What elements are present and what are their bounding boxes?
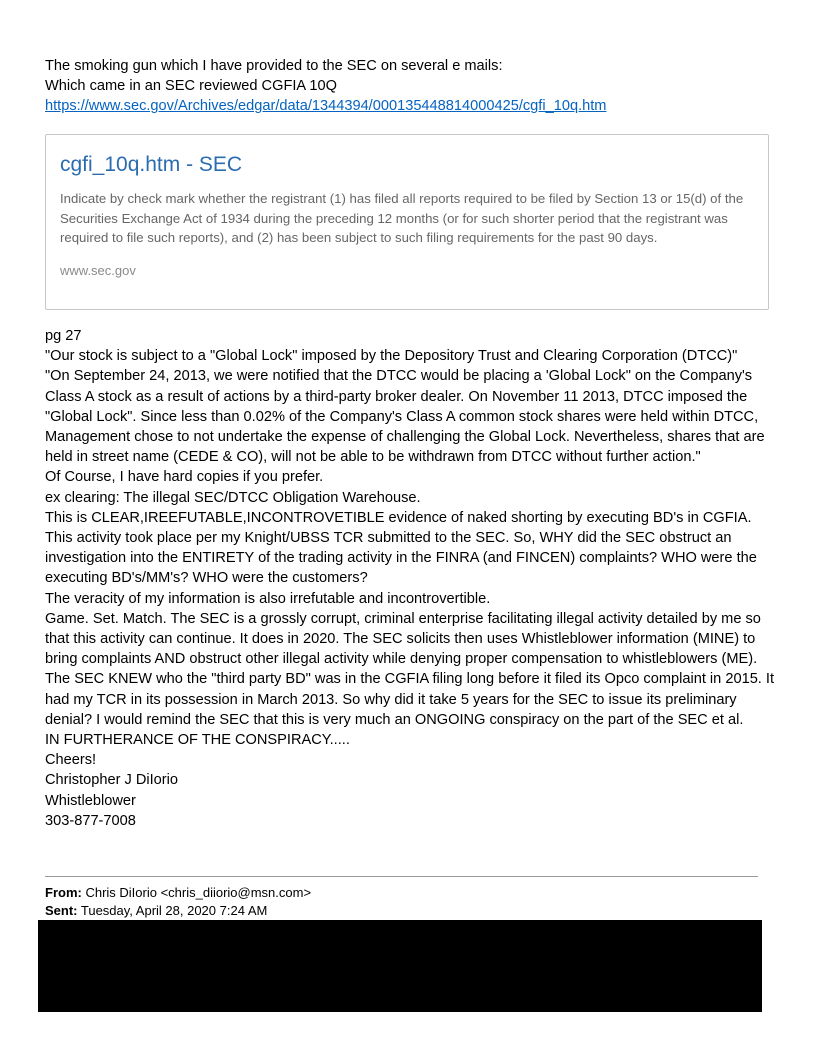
from-line bbox=[45, 884, 311, 902]
ex-clearing-note: ex clearing: The illegal SEC/DTCC Obligation Warehouse. bbox=[45, 489, 421, 506]
sign-off: Cheers! bbox=[45, 752, 97, 769]
intro-line-2: Which came in an SEC reviewed CGFIA 10Q bbox=[45, 78, 337, 94]
quote-global-lock: "Our stock is subject to a "Global Lock" imposed by the Depository Trust and Clearing Corporation (DTCC)" bbox=[45, 348, 738, 365]
preview-domain: www.sec.gov bbox=[60, 262, 136, 278]
link-preview-card[interactable] bbox=[45, 134, 769, 310]
sent-line bbox=[45, 902, 267, 920]
signature-role: Whistleblower bbox=[45, 792, 136, 809]
veracity-line: The veracity of my information is also irrefutable and incontrovertible. bbox=[45, 590, 491, 607]
quote-dtcc-notice: "On September 24, 2013, we were notified that the DTCC would be placing a 'Global Lock" on the Company's Class A stock as a result of actions by a third-party broker dealer. On November 11 2013, DTCC imposed the "Global Lock". Since less than 0.02% of the Company's Class A common stock shares were held within DTCC, Management chose to not undertake the expense of challenging the Global Lock. Nevertheless, shares that are held in street name (CEDE & CO), will not be able to be withdrawn from DTCC without further action." bbox=[45, 368, 765, 466]
from-label: From: bbox=[45, 885, 82, 900]
preview-title[interactable]: cgfi_10q.htm - SEC bbox=[60, 153, 243, 176]
page-reference: pg 27 bbox=[45, 328, 82, 344]
from-value: Chris DiIorio <chris_diiorio@msn.com> bbox=[81, 885, 312, 900]
intro-line-1: The smoking gun which I have provided to the SEC on several e mails: bbox=[45, 58, 503, 74]
furtherance-line: IN FURTHERANCE OF THE CONSPIRACY..... bbox=[45, 732, 350, 749]
game-set-match-paragraph: Game. Set. Match. The SEC is a grossly corrupt, criminal enterprise facilitating illegal activity detailed by me so that this activity can continue. It does in 2020. The SEC solicits then uses Whistleblower information (MINE) to bring complaints AND obstruct other illegal activity while denying proper compensation to whistleblowers (ME). The SEC KNEW who the "third party BD" was in the CGFIA filing long before it filed its Opco complaint in 2015. It had my TCR in its possession in March 2013. So why did it take 5 years for the SEC to issue its preliminary denial? I would remind the SEC that this is very much an ONGOING conspiracy on the part of the SEC et al. bbox=[45, 610, 775, 728]
redaction-block bbox=[38, 920, 762, 1012]
signature-phone: 303-877-7008 bbox=[45, 812, 136, 829]
email-body bbox=[45, 56, 780, 831]
evidence-paragraph: This is CLEAR,IREEFUTABLE,INCONTROVETIBLE evidence of naked shorting by executing BD's in CGFIA. This activity took place per my Knight/UBSS TCR submitted to the SEC. So, WHY did the SEC obstruct an investigation into the ENTIRETY of the trading activity in the FINRA (and FINCEN) complaints? WHO were the executing BD's/MM's? WHO were the customers? bbox=[45, 509, 757, 587]
preview-description: Indicate by check mark whether the registrant (1) has filed all reports required to be filed by Section 13 or 15(d) of the Securities Exchange Act of 1934 during the preceding 12 months (or for such shorter period that the registrant was required to file such reports), and (2) has been subject to such filing requirements for the past 90 days. bbox=[60, 191, 744, 245]
sent-label: Sent: bbox=[45, 903, 78, 918]
hard-copies-note: Of Course, I have hard copies if you prefer. bbox=[45, 469, 324, 486]
message-text bbox=[45, 326, 780, 831]
sent-value: Tuesday, April 28, 2020 7:24 AM bbox=[77, 903, 268, 918]
sec-filing-link[interactable]: https://www.sec.gov/Archives/edgar/data/1344394/000135448814000425/cgfi_10q.htm bbox=[45, 98, 607, 114]
signature-name: Christopher J DiIorio bbox=[45, 772, 179, 789]
header-divider bbox=[45, 876, 758, 877]
